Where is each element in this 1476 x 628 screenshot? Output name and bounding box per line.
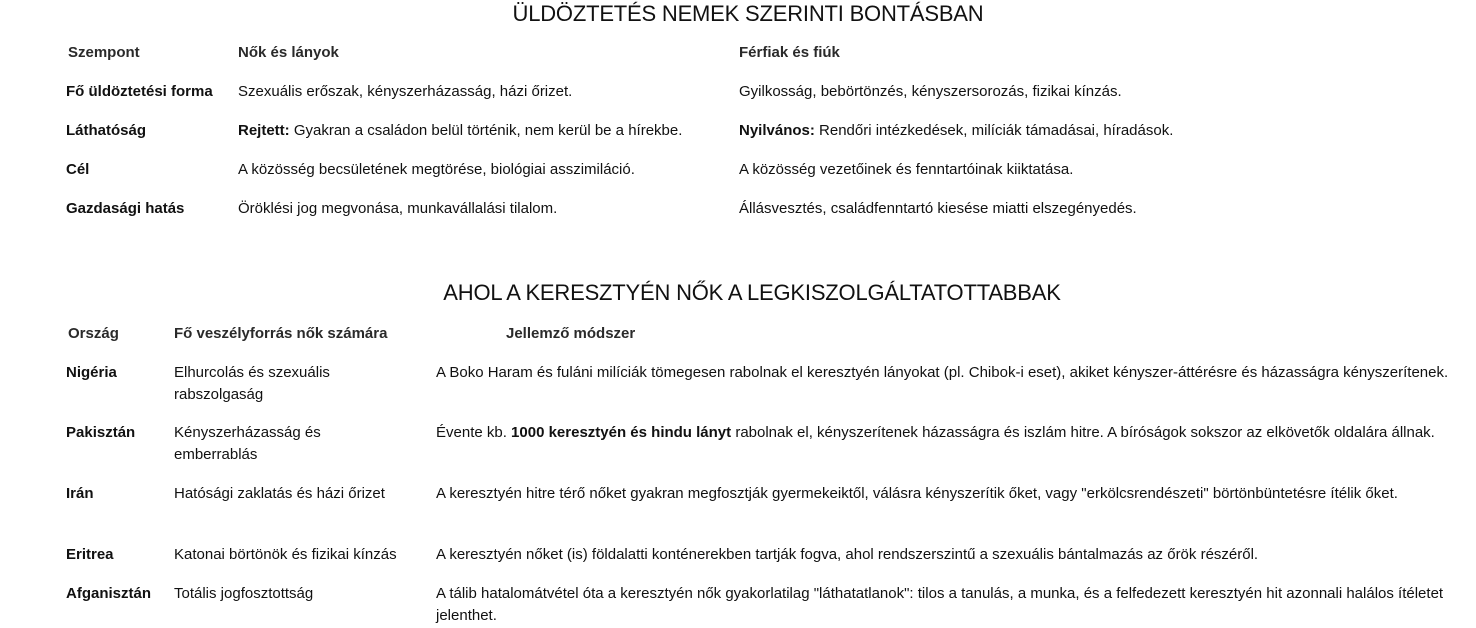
- column-header-men: Férfiak és fiúk: [739, 44, 840, 61]
- country-name: Irán: [66, 485, 94, 502]
- method-text: A Boko Haram és fuláni milíciák tömegesen rabolnak el keresztyén lányokat (pl. Chibok-i eset), akiket kényszer-áttérésre és házasságra kényszerítenek.: [436, 364, 1449, 381]
- men-text: A közösség vezetőinek és fenntartóinak kiiktatása.: [739, 161, 1074, 178]
- method-text: rabolnak el, kényszerítenek házasságra és iszlám hitre. A bíróságok sokszor az elkövetők oldalára állnak.: [731, 424, 1435, 441]
- method-cell: [436, 544, 1468, 566]
- threat-cell: Elhurcolás és szexuális rabszolgaság: [174, 364, 330, 403]
- women-text: A közösség becsületének megtörése, biológiai asszimiláció.: [238, 161, 635, 178]
- women-cell: [238, 120, 682, 142]
- method-cell: [436, 422, 1451, 444]
- method-text: Évente kb.: [436, 424, 512, 441]
- women-text: Gyakran a családon belül történik, nem kerül be a hírekbe.: [289, 122, 683, 139]
- country-name: Afganisztán: [66, 585, 152, 602]
- section-title: AHOL A KERESZTYÉN NŐK A LEGKISZOLGÁLTATOTTABBAK: [443, 280, 1061, 305]
- row-label: Fő üldöztetési forma: [66, 83, 213, 100]
- method-cell: [436, 483, 1472, 505]
- threat-cell: Hatósági zaklatás és házi őrizet: [174, 485, 385, 502]
- column-header-threat: Fő veszélyforrás nők számára: [174, 325, 388, 342]
- method-text: A keresztyén hitre térő nőket gyakran megfosztják gyermekeiktől, válásra kényszerítik őket, vagy "erkölcsrendészeti" börtönbüntetésre ítélik őket.: [436, 485, 1398, 502]
- men-cell: [739, 81, 1122, 103]
- men-text: Gyilkosság, bebörtönzés, kényszersorozás, fizikai kínzás.: [739, 83, 1122, 100]
- women-text: Szexuális erőszak, kényszerházasság, házi őrizet.: [238, 83, 573, 100]
- column-header-method: Jellemző módszer: [506, 325, 636, 342]
- women-cell: [238, 81, 572, 103]
- men-text: Rendőri intézkedések, milíciák támadásai, híradások.: [814, 122, 1174, 139]
- row-label: Láthatóság: [66, 122, 147, 139]
- row-label: Gazdasági hatás: [66, 200, 185, 217]
- method-emphasis: 1000 keresztyén és hindu lányt: [511, 424, 732, 441]
- men-cell: [739, 198, 1137, 220]
- women-text: Öröklési jog megvonása, munkavállalási tilalom.: [238, 200, 558, 217]
- method-cell: [436, 583, 1451, 627]
- men-cell: [739, 159, 1073, 181]
- men-emphasis: Nyilvános:: [739, 122, 815, 139]
- method-text: A tálib hatalomátvétel óta a keresztyén nők gyakorlatilag "láthatatlanok": tilos a tanulás, a munka, és a felfedezett keresztyén hit azonnali halálos ítéletet jelenthet.: [436, 585, 1444, 624]
- section-title: ÜLDÖZTETÉS NEMEK SZERINTI BONTÁSBAN: [512, 1, 984, 26]
- women-emphasis: Rejtett:: [238, 122, 290, 139]
- country-name: Pakisztán: [66, 424, 136, 441]
- threat-cell: Katonai börtönök és fizikai kínzás: [174, 546, 397, 563]
- women-cell: [238, 198, 557, 220]
- country-name: Nigéria: [66, 364, 117, 381]
- column-header-women: Nők és lányok: [238, 44, 339, 61]
- method-cell: [436, 362, 1468, 384]
- country-name: Eritrea: [66, 546, 114, 563]
- men-cell: [739, 120, 1173, 142]
- women-cell: [238, 159, 635, 181]
- column-header-aspect: Szempont: [68, 44, 140, 61]
- row-label: Cél: [66, 161, 90, 178]
- method-text: A keresztyén nőket (is) földalatti konténerekben tartják fogva, ahol rendszerszintű a szexuális bántalmazás az őrök részéről.: [436, 546, 1259, 563]
- threat-cell: Totális jogfosztottság: [174, 585, 314, 602]
- men-text: Állásvesztés, családfenntartó kiesése miatti elszegényedés.: [739, 200, 1137, 217]
- threat-cell: Kényszerházasság és emberrablás: [174, 424, 321, 463]
- column-header-country: Ország: [68, 325, 119, 342]
